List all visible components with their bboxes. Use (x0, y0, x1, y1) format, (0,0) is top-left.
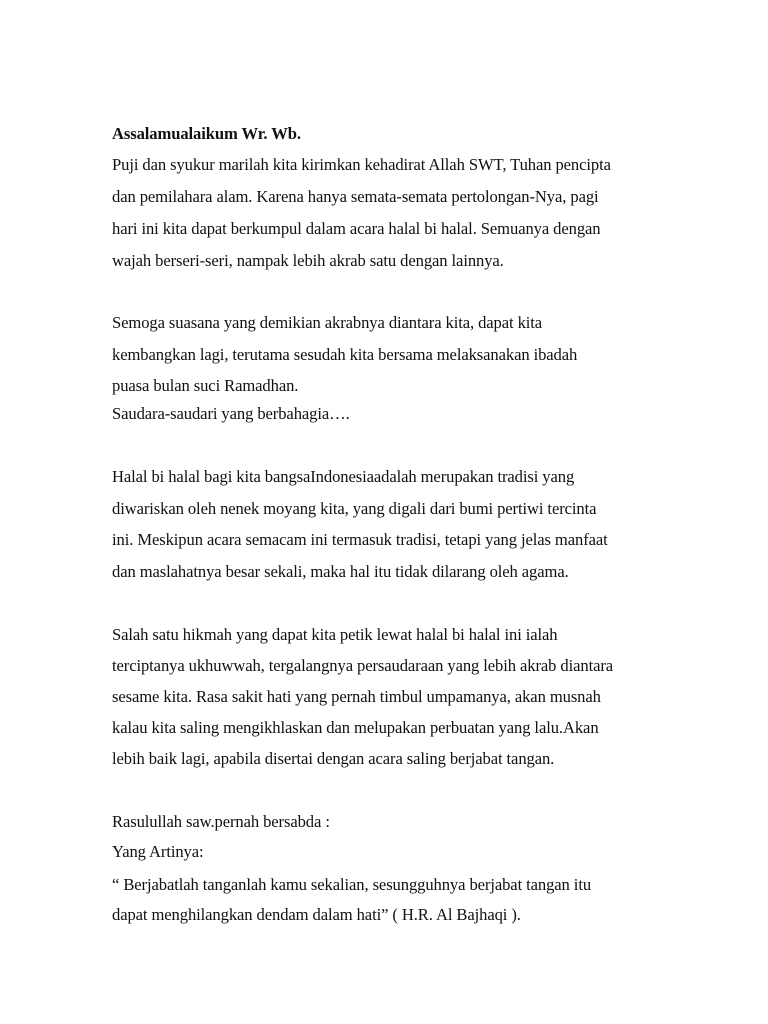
text-line: ini. Meskipun acara semacam ini termasuk tradisi, tetapi yang jelas manfaat (112, 530, 608, 549)
text-line: terciptanya ukhuwwah, tergalangnya persaudaraan yang lebih akrab diantara (112, 656, 614, 675)
text-line: hari ini kita dapat berkumpul dalam acara halal bi halal. Semuanya dengan (112, 219, 601, 238)
text-line: Puji dan syukur marilah kita kirimkan kehadirat Allah SWT, Tuhan pencipta (112, 155, 611, 174)
text-line: dan maslahatnya besar sekali, maka hal itu tidak dilarang oleh agama. (112, 562, 569, 581)
text-line: sesame kita. Rasa sakit hati yang pernah timbul umpamanya, akan musnah (112, 687, 601, 706)
text-line: kembangkan lagi, terutama sesudah kita bersama melaksanakan ibadah (112, 345, 578, 364)
text-line: puasa bulan suci Ramadhan. (112, 376, 299, 395)
text-line: lebih baik lagi, apabila disertai dengan acara saling berjabat tangan. (112, 749, 555, 768)
hadith-quote-line: “ Berjabatlah tanganlah kamu sekalian, sesungguhnya berjabat tangan itu (112, 875, 592, 894)
text-line: Salah satu hikmah yang dapat kita petik lewat halal bi halal ini ialah (112, 625, 558, 644)
text-line: wajah berseri-seri, nampak lebih akrab satu dengan lainnya. (112, 251, 504, 270)
text-line: Semoga suasana yang demikian akrabnya diantara kita, dapat kita (112, 313, 543, 332)
text-line: kalau kita saling mengikhlaskan dan melupakan perbuatan yang lalu.Akan (112, 718, 599, 737)
text-line: dan pemilahara alam. Karena hanya semata-semata pertolongan-Nya, pagi (112, 187, 599, 206)
text-line: Halal bi halal bagi kita bangsaIndonesiaadalah merupakan tradisi yang (112, 467, 575, 486)
text-line: diwariskan oleh nenek moyang kita, yang digali dari bumi pertiwi tercinta (112, 499, 597, 518)
text-line: Rasulullah saw.pernah bersabda : (112, 812, 330, 831)
greeting-heading: Assalamualaikum Wr. Wb. (112, 124, 301, 143)
hadith-quote-line: dapat menghilangkan dendam dalam hati” ( H.R. Al Bajhaqi ). (112, 905, 521, 924)
text-line: Saudara-saudari yang berbahagia…. (112, 404, 350, 423)
text-line: Yang Artinya: (112, 842, 204, 861)
